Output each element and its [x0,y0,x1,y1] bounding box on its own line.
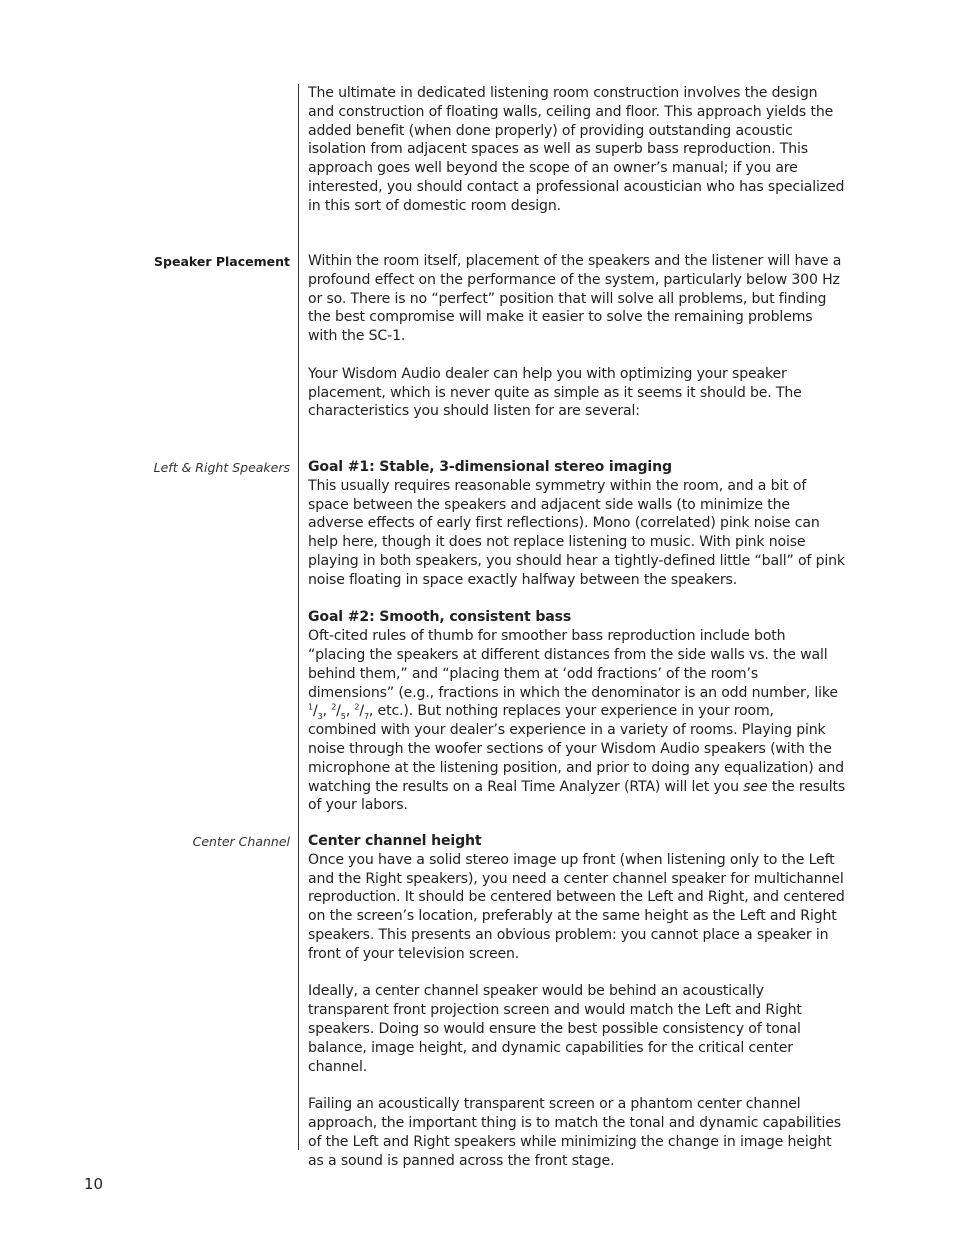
center-channel-section [308,832,846,1170]
center-channel-heading: Center channel height [308,833,482,849]
page-number: 10 [84,1175,104,1193]
goal2-text-c: the results of your labors. [308,778,846,814]
speaker-placement-paragraph-1: Within the room itself, placement of the speakers and the listener will have a profound effect on the performance of the system, particularly below 300 Hz or so. There is no “perfect” position that will solve all problems, but finding the best compromise will make it easier to solve the remaining problems with the SC-1. [308,253,842,345]
fraction-two-fifths: $^2/_5$ [331,702,346,722]
goal1-paragraph: This usually requires reasonable symmetry within the room, and a bit of space between the speakers and adjacent side walls (to minimize the adverse effects of early first reflections). Mono (correlated) pink noise can help here, though it does not replace listening to music. With pink noise playing in both speakers, you should hear a tightly-defined little “ball” of pink noise floating in space exactly halfway between the speakers. [308,477,845,588]
side-label-speaker-placement: Speaker Placement [154,254,290,269]
center-channel-paragraph-2: Ideally, a center channel speaker would be behind an acoustically transparent front projection screen and would match the Left and Right speakers. Doing so would ensure the best possible consistency of tonal balance, image height, and dynamic capabilities for the critical center channel. [308,983,802,1075]
speaker-placement-section [308,252,846,421]
goal1-heading: Goal #1: Stable, 3-dimensional stereo imaging [308,459,672,475]
intro-section [308,84,846,216]
left-right-section [308,458,846,815]
center-channel-paragraph-1: Once you have a solid stereo image up front (when listening only to the Left and the Right speakers), you need a center channel speaker for multichannel reproduction. It should be centered between the Left and Right, and centered on the screen’s location, preferably at the same height as the Left and Right speakers. This presents an obvious problem: you cannot place a speaker in front of your television screen. [308,851,845,962]
vertical-divider-rule [298,84,299,1150]
center-channel-paragraph-3: Failing an acoustically transparent screen or a phantom center channel approach, the important thing is to match the tonal and dynamic capabilities of the Left and Right speakers while minimizing the change in image height as a sound is panned across the front stage. [308,1096,841,1169]
fraction-two-sevenths: $^2/_7$ [354,702,369,722]
side-label-left-right-speakers: Left & Right Speakers [153,460,290,475]
goal2-emphasis: see [743,778,768,795]
goal2-paragraph: Oft-cited rules of thumb for smoother bass reproduction include both “placing the speakers at different distances from the side walls vs. the wall behind them,” and “placing them at ‘odd fractions’ of the room’s dimensions” (e.g., fractions in which the denominator is an odd number, like $^1/_3$, $^2/_5$, $^2/_7$, etc.). But nothing replaces your experience in your room, combined with your dealer’s experience in a variety of rooms. Playing pink noise through the woofer sections of your Wisdom Audio speakers (with the microphone at the listening position, and prior to doing any equalization) and watching the results on a Real Time Analyzer (RTA) will let you see the results of your labors. [308,628,846,814]
goal2-text-b: , etc.). But nothing replaces your experience in your room, combined with your dealer’s experience in a variety of rooms. Playing pink noise through the woofer sections of your Wisdom Audio speakers (with the microphone at the listening position, and prior to doing any equalization) and watching the results on a Real Time Analyzer (RTA) will let you [308,703,844,795]
goal2-heading: Goal #2: Smooth, consistent bass [308,609,572,626]
speaker-placement-paragraph-2: Your Wisdom Audio dealer can help you with optimizing your speaker placement, which is never quite as simple as it seems it should be. The characteristics you should listen for are several: [308,365,802,420]
fraction-one-third: $^1/_3$ [308,702,323,722]
intro-paragraph: The ultimate in dedicated listening room construction involves the design and construction of floating walls, ceiling and floor. This approach yields the added benefit (when done properly) of providing outstanding acoustic isolation from adjacent spaces as well as superb bass reproduction. This approach goes well beyond the scope of an owner’s manual; if you are interested, you should contact a professional acoustician who has specialized in this sort of domestic room design. [308,85,845,214]
side-label-center-channel: Center Channel [192,834,290,849]
goal2-text-a: Oft-cited rules of thumb for smoother bass reproduction include both “placing the speakers at different distances from the side walls vs. the wall behind them,” and “placing them at ‘odd fractions’ of the room’s dimensions” (e.g., fractions in which the denominator is an odd number, like [308,628,838,701]
